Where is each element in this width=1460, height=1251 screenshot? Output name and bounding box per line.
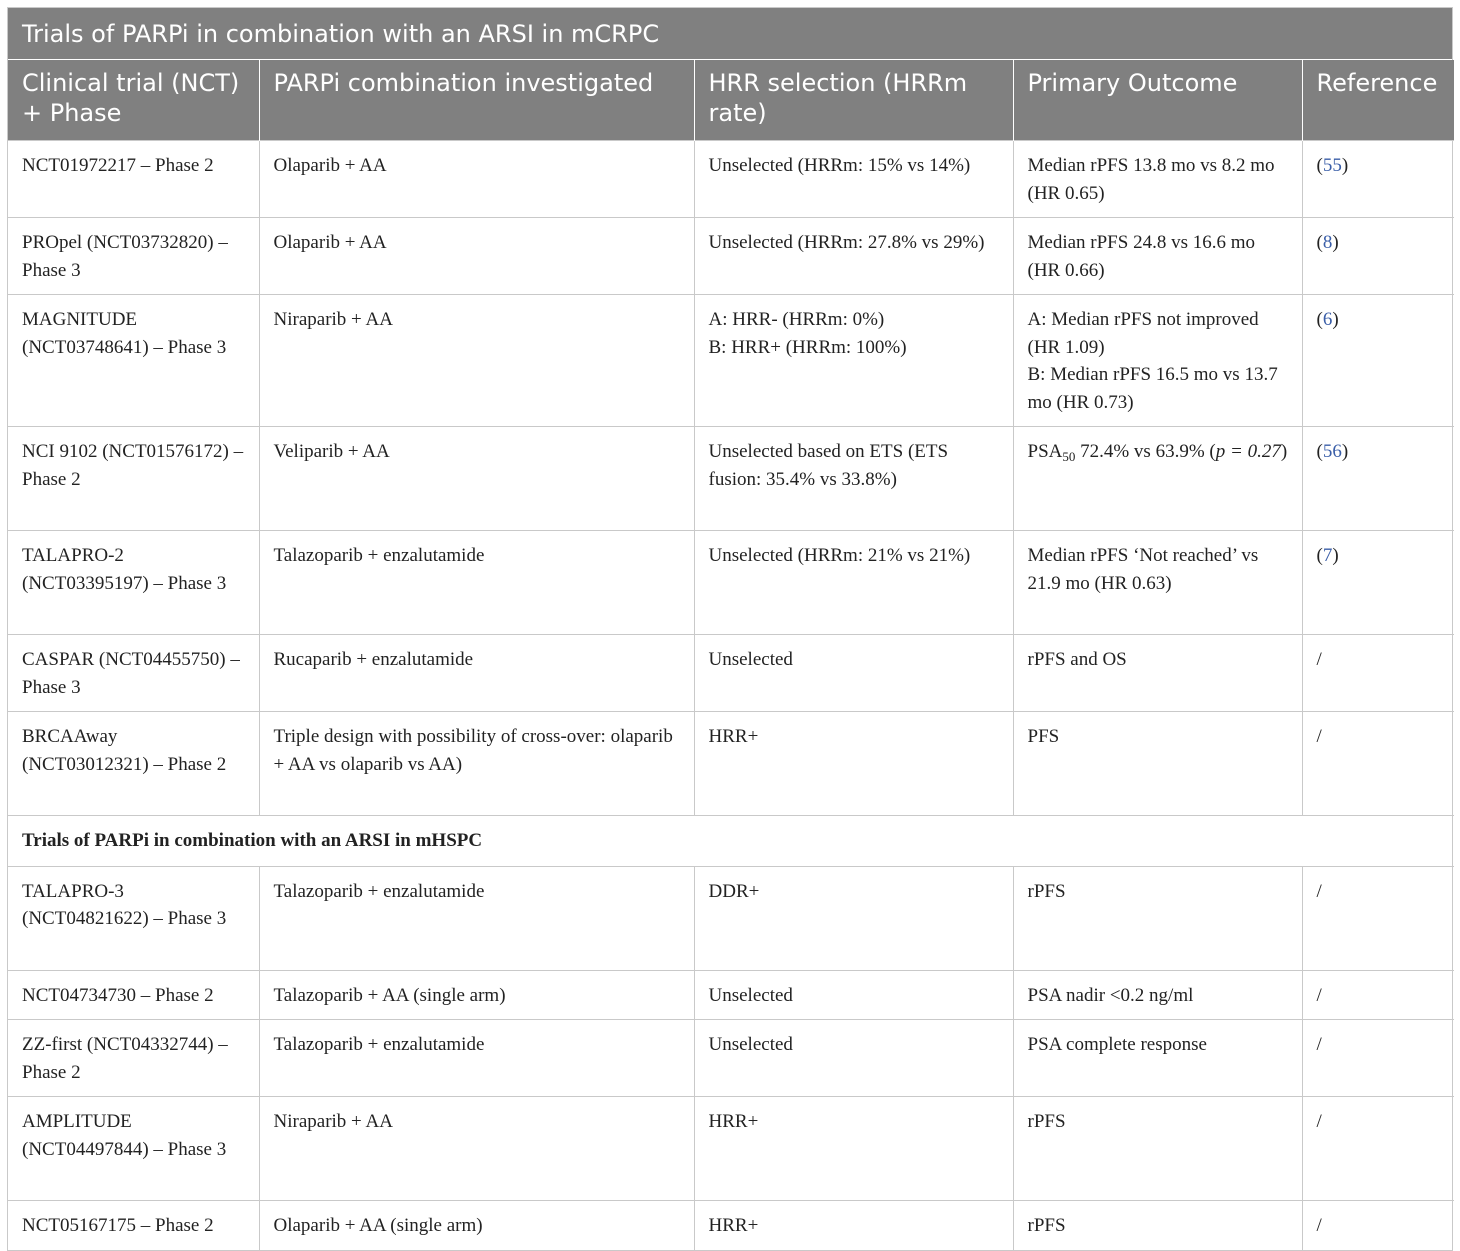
table-row xyxy=(8,866,1454,970)
reference-cell: / xyxy=(1302,866,1454,970)
trial-cell: MAGNITUDE (NCT03748641) – Phase 3 xyxy=(8,295,259,427)
selection-cell: Unselected xyxy=(694,1020,1013,1097)
table-row xyxy=(8,427,1454,531)
reference-cell: (56) xyxy=(1302,427,1454,531)
reference-link[interactable]: 7 xyxy=(1322,545,1333,566)
combination-cell: Niraparib + AA xyxy=(259,295,694,427)
selection-cell: HRR+ xyxy=(694,1201,1013,1250)
combination-cell: Veliparib + AA xyxy=(259,427,694,531)
header-reference: Reference xyxy=(1302,60,1454,141)
reference-cell: / xyxy=(1302,1201,1454,1250)
reference-link[interactable]: 8 xyxy=(1322,232,1333,253)
outcome-cell: rPFS and OS xyxy=(1013,635,1302,712)
reference-cell: (55) xyxy=(1302,141,1454,218)
outcome-cell: PFS xyxy=(1013,712,1302,816)
combination-cell: Olaparib + AA xyxy=(259,218,694,295)
reference-link[interactable]: 6 xyxy=(1322,309,1333,330)
trial-cell: NCT05167175 – Phase 2 xyxy=(8,1201,259,1250)
selection-cohort-a: A: HRR- (HRRm: 0%) xyxy=(708,309,885,330)
selection-cell: Unselected (HRRm: 27.8% vs 29%) xyxy=(694,218,1013,295)
combination-cell: Triple design with possibility of cross-over: olaparib + AA vs olaparib vs AA) xyxy=(259,712,694,816)
combination-cell: Rucaparib + enzalutamide xyxy=(259,635,694,712)
trial-cell: ZZ-first (NCT04332744) – Phase 2 xyxy=(8,1020,259,1097)
trial-cell: AMPLITUDE (NCT04497844) – Phase 3 xyxy=(8,1097,259,1201)
combination-cell: Talazoparib + enzalutamide xyxy=(259,1020,694,1097)
selection-cell: DDR+ xyxy=(694,866,1013,970)
trial-cell: NCT04734730 – Phase 2 xyxy=(8,970,259,1020)
trial-cell: TALAPRO-2 (NCT03395197) – Phase 3 xyxy=(8,531,259,635)
selection-cell: HRR+ xyxy=(694,712,1013,816)
selection-cell: Unselected xyxy=(694,635,1013,712)
combination-cell: Talazoparib + enzalutamide xyxy=(259,866,694,970)
section-title: Trials of PARPi in combination with an ARSI in mHSPC xyxy=(8,816,1454,867)
reference-link[interactable]: 55 xyxy=(1322,155,1342,176)
selection-cell: Unselected based on ETS (ETS fusion: 35.4% vs 33.8%) xyxy=(694,427,1013,531)
table-row xyxy=(8,1201,1454,1250)
trial-cell: BRCAAway (NCT03012321) – Phase 2 xyxy=(8,712,259,816)
trials-table-container xyxy=(7,7,1453,1251)
table-row xyxy=(8,141,1454,218)
reference-cell: (6) xyxy=(1302,295,1454,427)
combination-cell: Talazoparib + enzalutamide xyxy=(259,531,694,635)
table-row xyxy=(8,218,1454,295)
trial-cell: CASPAR (NCT04455750) – Phase 3 xyxy=(8,635,259,712)
combination-cell: Talazoparib + AA (single arm) xyxy=(259,970,694,1020)
reference-cell: (7) xyxy=(1302,531,1454,635)
combination-cell: Olaparib + AA xyxy=(259,141,694,218)
selection-cell: Unselected (HRRm: 15% vs 14%) xyxy=(694,141,1013,218)
reference-cell: / xyxy=(1302,635,1454,712)
outcome-cell: rPFS xyxy=(1013,1097,1302,1201)
table-row xyxy=(8,635,1454,712)
trial-cell: PROpel (NCT03732820) – Phase 3 xyxy=(8,218,259,295)
combination-cell: Olaparib + AA (single arm) xyxy=(259,1201,694,1250)
reference-link[interactable]: 56 xyxy=(1322,441,1342,462)
outcome-cell: Median rPFS ‘Not reached’ vs 21.9 mo (HR 0.63) xyxy=(1013,531,1302,635)
outcome-cell: rPFS xyxy=(1013,866,1302,970)
header-clinical-trial: Clinical trial (NCT) + Phase xyxy=(8,60,259,141)
outcome-cell: PSA complete response xyxy=(1013,1020,1302,1097)
header-combination: PARPi combination investigated xyxy=(259,60,694,141)
reference-cell: (8) xyxy=(1302,218,1454,295)
outcome-cell: rPFS xyxy=(1013,1201,1302,1250)
reference-cell: / xyxy=(1302,1020,1454,1097)
outcome-cohort-b: B: Median rPFS 16.5 mo vs 13.7 mo (HR 0.73) xyxy=(1027,364,1278,413)
header-hrr-selection: HRR selection (HRRm rate) xyxy=(694,60,1013,141)
outcome-cohort-a: A: Median rPFS not improved (HR 1.09) xyxy=(1027,309,1259,358)
outcome-cell: $PSA_{50}$ 72.4% vs 63.9% (p = 0.27) xyxy=(1013,427,1302,531)
outcome-cell: PSA nadir <0.2 ng/ml xyxy=(1013,970,1302,1020)
reference-cell: / xyxy=(1302,970,1454,1020)
selection-cell: Unselected (HRRm: 21% vs 21%) xyxy=(694,531,1013,635)
trial-cell: NCT01972217 – Phase 2 xyxy=(8,141,259,218)
table-row xyxy=(8,295,1454,427)
table-row xyxy=(8,1020,1454,1097)
table-row xyxy=(8,1097,1454,1201)
trial-cell: NCI 9102 (NCT01576172) – Phase 2 xyxy=(8,427,259,531)
trial-cell: TALAPRO-3 (NCT04821622) – Phase 3 xyxy=(8,866,259,970)
combination-cell: Niraparib + AA xyxy=(259,1097,694,1201)
outcome-cell xyxy=(1013,295,1302,427)
selection-cell xyxy=(694,295,1013,427)
trials-table xyxy=(8,60,1454,1250)
selection-cell: HRR+ xyxy=(694,1097,1013,1201)
header-row xyxy=(8,60,1454,141)
section-row xyxy=(8,816,1454,867)
outcome-cell: Median rPFS 24.8 vs 16.6 mo (HR 0.66) xyxy=(1013,218,1302,295)
table-row xyxy=(8,970,1454,1020)
table-row xyxy=(8,531,1454,635)
reference-cell: / xyxy=(1302,1097,1454,1201)
reference-cell: / xyxy=(1302,712,1454,816)
table-title: Trials of PARPi in combination with an ARSI in mCRPC xyxy=(8,8,1452,60)
selection-cohort-b: B: HRR+ (HRRm: 100%) xyxy=(708,336,907,358)
header-primary-outcome: Primary Outcome xyxy=(1013,60,1302,141)
outcome-cell: Median rPFS 13.8 mo vs 8.2 mo (HR 0.65) xyxy=(1013,141,1302,218)
selection-cell: Unselected xyxy=(694,970,1013,1020)
table-row xyxy=(8,712,1454,816)
